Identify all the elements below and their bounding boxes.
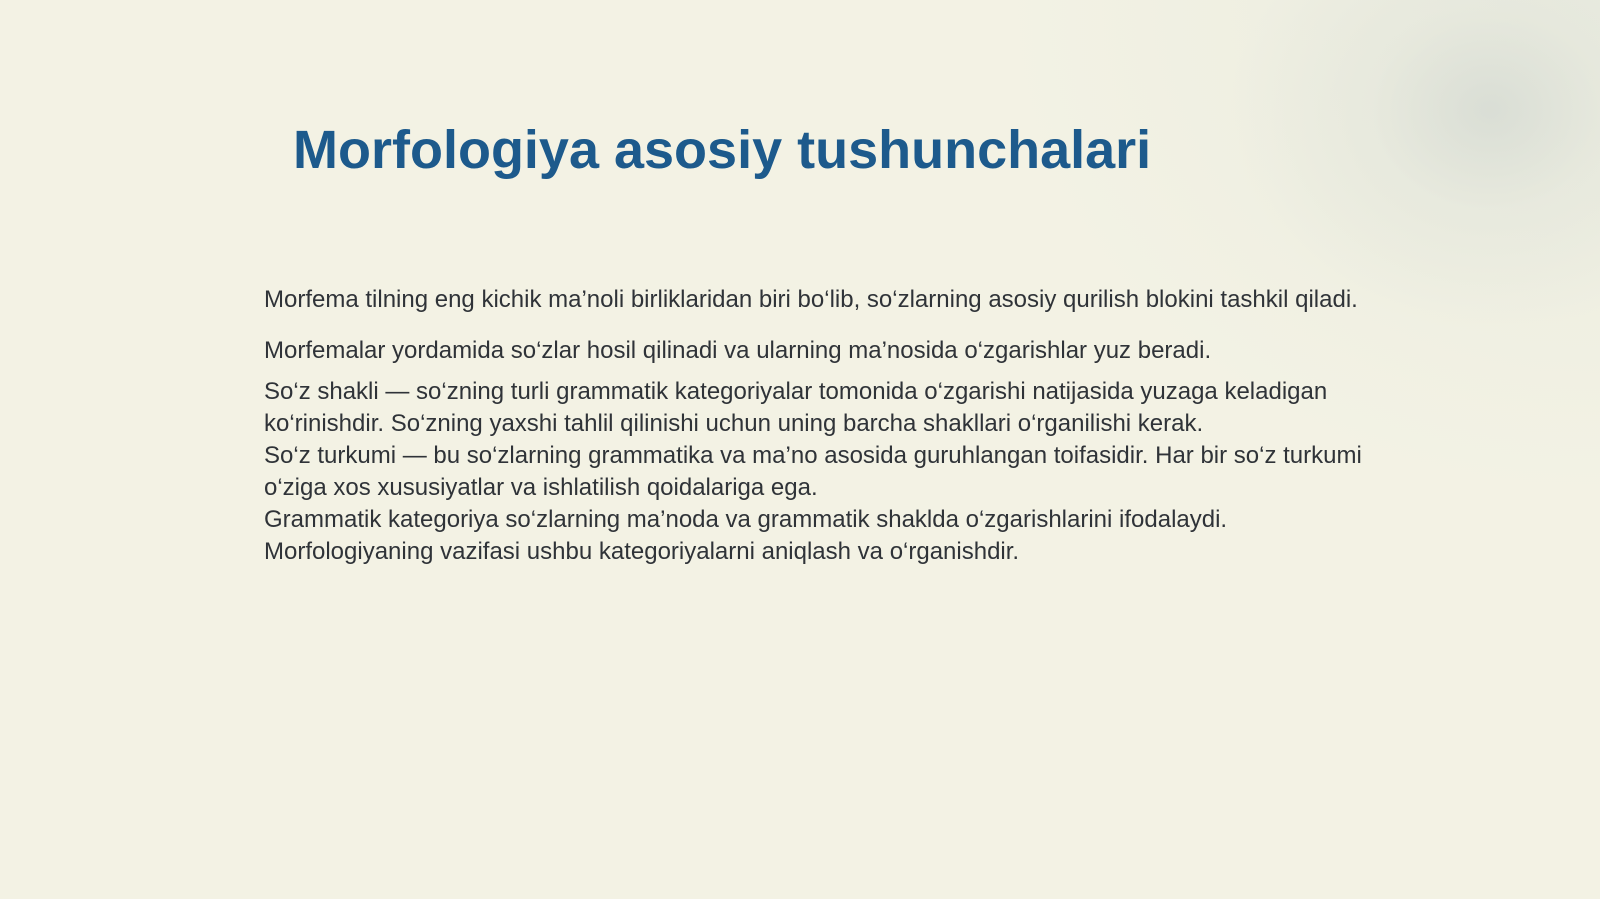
paragraph-soz-shakli: So‘z shakli — so‘zning turli grammatik kategoriyalar tomonida o‘zgarishi natijasida yuzaga keladigan ko‘rinishdir. So‘zning yaxshi tahlil qilinishi uchun uning barcha shakllari o‘rganilishi kerak. [264, 378, 1328, 437]
paragraph-morfema: Morfema tilning eng kichik ma’noli birliklaridan biri bo‘lib, so‘zlarning asosiy qurilish blokini tashkil qiladi. Morfemalar yordamida so‘zlar hosil qilinadi va ularning ma’nosida o‘zgarishlar yuz beradi. [264, 286, 1358, 364]
slide-title: Morfologiya asosiy tushunchalari [293, 120, 1152, 180]
slide-body [264, 274, 1364, 568]
paragraph-grammatik-kategoriya: Grammatik kategoriya so‘zlarning ma’noda va grammatik shaklda o‘zgarishlarini ifodalaydi. Morfologiyaning vazifasi ushbu kategoriyalarni aniqlash va o‘rganishdir. [264, 506, 1228, 565]
paragraph-soz-turkumi: So‘z turkumi — bu so‘zlarning grammatika va ma’no asosida guruhlangan toifasidir. Har bir so‘z turkumi o‘ziga xos xususiyatlar va ishlatilish qoidalariga ega. [264, 442, 1362, 501]
